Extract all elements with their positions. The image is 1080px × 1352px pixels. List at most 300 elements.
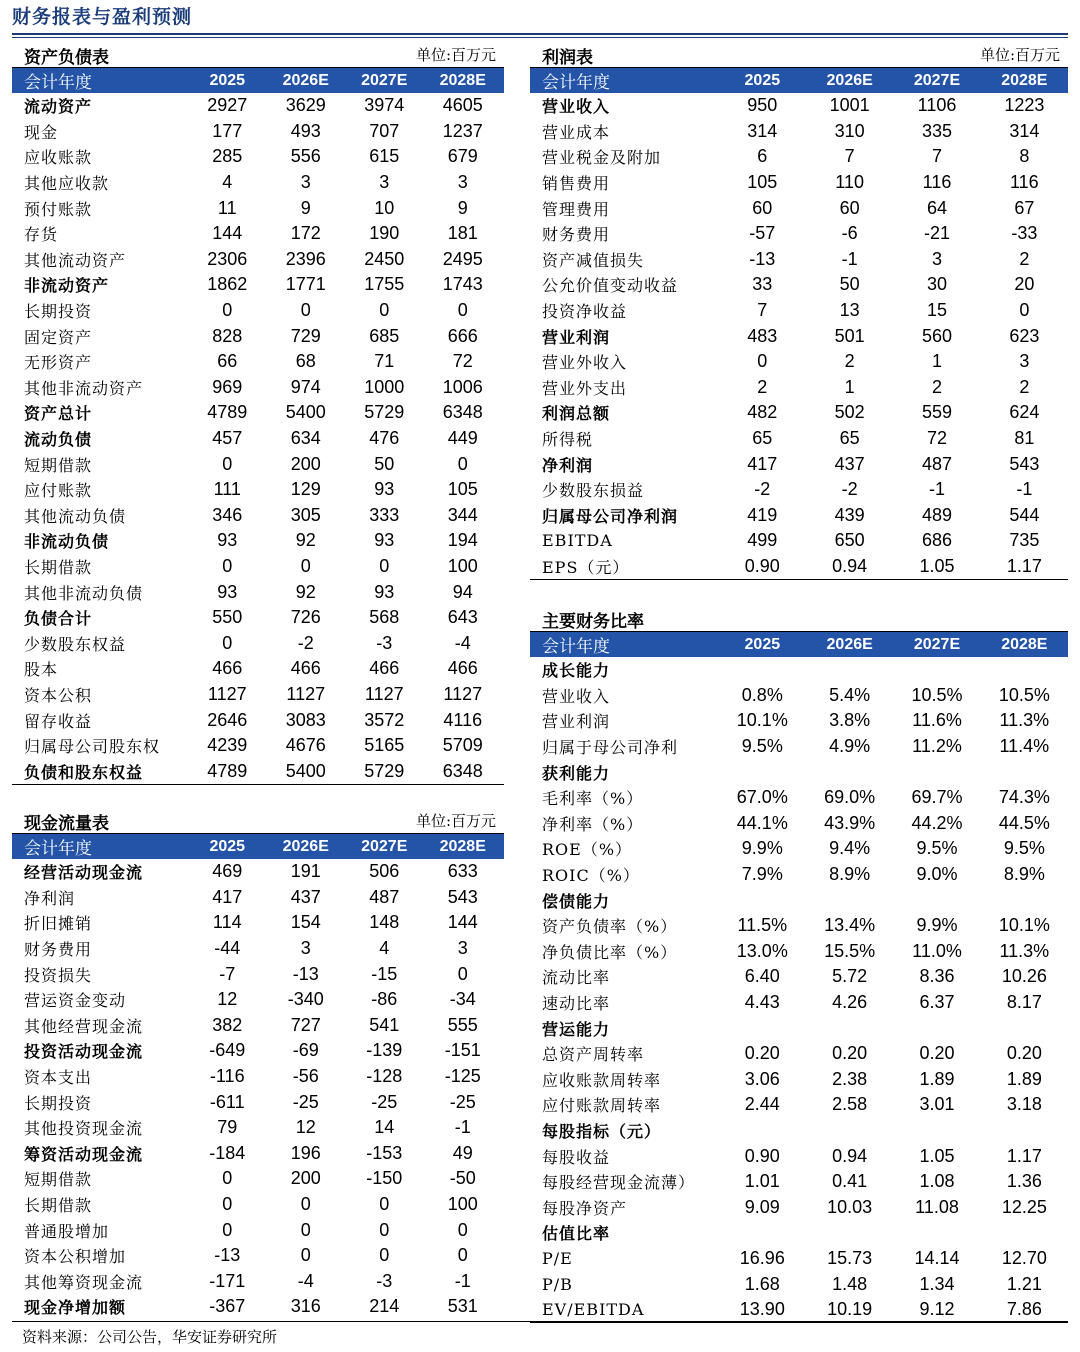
row-value: 6.37	[919, 992, 955, 1013]
row-value: 9.4%	[829, 838, 871, 859]
row-value: 14.14	[914, 1247, 960, 1268]
row-value: 437	[834, 453, 865, 474]
row-value: 0.20	[919, 1043, 955, 1064]
row-label: 资产总计	[24, 404, 93, 424]
table-row	[12, 170, 504, 196]
row-label: 资产减值损失	[542, 250, 645, 270]
row-value: 3	[457, 938, 468, 959]
row-label: P/E	[542, 1248, 573, 1268]
row-label: 股本	[24, 660, 59, 680]
row-value: 3	[457, 172, 468, 193]
row-value: 93	[374, 479, 395, 500]
row-value: 79	[217, 1117, 238, 1138]
row-value: 0.20	[832, 1043, 868, 1064]
row-label: 其他筹资现金流	[24, 1272, 144, 1292]
source-note: 资料来源：公司公告，华安证券研究所	[22, 1328, 278, 1346]
row-value: 4	[379, 938, 390, 959]
table-row	[12, 961, 504, 987]
ratio-rows	[530, 657, 1068, 1323]
row-value: -3	[376, 1270, 393, 1291]
row-value: 950	[747, 95, 778, 116]
row-value: 3	[300, 938, 311, 959]
row-value: 114	[212, 912, 242, 933]
row-value: 489	[921, 504, 953, 525]
row-value: 483	[747, 325, 778, 346]
row-label: 毛利率（%）	[542, 789, 644, 809]
row-value: 3	[300, 172, 311, 193]
row-value: 0	[300, 555, 311, 576]
row-value: 439	[834, 504, 865, 525]
row-value: 1.89	[919, 1068, 955, 1089]
row-value: 9.12	[919, 1299, 955, 1320]
table-row	[530, 1118, 1068, 1144]
row-value: 624	[1009, 402, 1040, 423]
header-year: 2025	[744, 71, 781, 89]
row-value: -86	[371, 989, 398, 1010]
row-label: 成长能力	[542, 661, 611, 681]
row-value: 1127	[443, 683, 483, 704]
row-value: 0	[222, 1219, 233, 1240]
row-value: 0	[457, 1219, 468, 1240]
row-value: 7	[931, 146, 942, 167]
table-row	[530, 1297, 1068, 1323]
table-row	[12, 554, 504, 580]
row-value: -4	[297, 1270, 314, 1291]
row-value: -13	[214, 1245, 241, 1266]
row-value: -3	[376, 632, 393, 653]
row-value: -25	[449, 1091, 476, 1112]
row-value: 5729	[364, 760, 405, 781]
row-value: 67.0%	[736, 787, 788, 808]
header-label: 会计年度	[24, 73, 92, 93]
row-label: 其他流动资产	[24, 250, 127, 270]
row-value: 43.9%	[824, 812, 876, 833]
ratio-column-header	[530, 632, 1068, 657]
row-value: 466	[212, 658, 243, 679]
row-value: 3083	[285, 709, 326, 730]
row-value: 316	[290, 1296, 321, 1317]
cash-flow-rows	[12, 859, 504, 1320]
row-value: 0	[379, 555, 390, 576]
row-value: 11.6%	[912, 710, 962, 731]
row-label: 长期借款	[24, 1196, 93, 1216]
row-label: 无形资产	[24, 353, 93, 373]
row-value: 71	[374, 351, 395, 372]
row-value: 12	[295, 1117, 316, 1138]
row-value: 0	[457, 300, 468, 321]
row-label: EV/EBITDA	[542, 1300, 645, 1320]
header-year: 2027E	[361, 837, 408, 855]
row-value: 417	[212, 886, 243, 907]
row-value: 735	[1009, 530, 1040, 551]
income-statement-head	[530, 40, 1068, 68]
row-value: 6348	[442, 402, 483, 423]
row-value: 1.01	[744, 1171, 780, 1192]
row-value: 3.18	[1006, 1094, 1042, 1115]
row-value: 111	[213, 479, 241, 500]
row-value: 1.05	[919, 555, 955, 576]
row-value: -150	[366, 1168, 403, 1189]
row-value: 194	[447, 530, 478, 551]
row-value: 1862	[207, 274, 248, 295]
table-row	[12, 885, 504, 911]
header-year: 2027E	[913, 635, 961, 653]
table-row	[530, 195, 1068, 221]
row-value: 0	[379, 1194, 390, 1215]
row-value: 144	[212, 223, 243, 244]
table-row	[530, 990, 1068, 1016]
header-year: 2025	[209, 837, 246, 855]
row-value: 7.86	[1006, 1299, 1042, 1320]
row-value: 3.8%	[829, 710, 871, 731]
row-value: 4	[222, 172, 233, 193]
row-value: 559	[921, 402, 953, 423]
row-label: 长期投资	[24, 302, 93, 322]
header-year: 2028E	[439, 837, 486, 855]
row-label: 其他经营现金流	[24, 1016, 144, 1036]
table-row	[530, 708, 1068, 734]
row-value: -2	[841, 479, 858, 500]
row-label: 营业利润	[542, 712, 611, 732]
row-value: 50	[374, 453, 395, 474]
row-value: 0	[300, 1194, 311, 1215]
row-value: -139	[366, 1040, 403, 1061]
row-value: 727	[290, 1014, 321, 1035]
table-row	[530, 375, 1068, 401]
table-row	[530, 1143, 1068, 1169]
row-value: 72	[926, 428, 948, 449]
table-row	[530, 170, 1068, 196]
row-value: 3.06	[744, 1068, 780, 1089]
row-value: 2	[1019, 248, 1030, 269]
row-value: 382	[212, 1014, 243, 1035]
row-value: 1.68	[744, 1273, 780, 1294]
row-value: 11.5%	[737, 915, 788, 936]
row-label: 折旧摊销	[24, 914, 93, 934]
row-value: 634	[290, 428, 321, 449]
row-label: 现金净增加额	[24, 1298, 127, 1318]
table-row	[12, 349, 504, 375]
row-value: 333	[369, 504, 400, 525]
row-value: 60	[752, 197, 773, 218]
row-value: 0	[222, 555, 233, 576]
row-value: 105	[747, 172, 778, 193]
row-value: 13.0%	[736, 940, 788, 961]
row-value: 0	[222, 1194, 233, 1215]
row-value: 3572	[364, 709, 405, 730]
row-label: 偿债能力	[542, 891, 611, 911]
table-row	[530, 1092, 1068, 1118]
row-label: 长期借款	[24, 557, 93, 577]
row-label: 留存收益	[24, 711, 93, 731]
table-row	[530, 734, 1068, 760]
row-label: 其他投资现金流	[24, 1119, 144, 1139]
row-value: 487	[369, 886, 400, 907]
balance-sheet-title: 资产负债表	[24, 48, 109, 68]
ratio-head	[530, 604, 1068, 632]
row-value: 679	[447, 146, 478, 167]
row-value: 49	[452, 1142, 473, 1163]
row-value: 8.9%	[829, 864, 871, 885]
header-year: 2027E	[913, 71, 961, 89]
row-value: 285	[212, 146, 243, 167]
row-value: 8.9%	[1003, 864, 1045, 885]
row-value: -1	[1016, 479, 1033, 500]
page-title: 财务报表与盈利预测	[12, 6, 193, 28]
table-row	[530, 554, 1068, 580]
row-value: 177	[212, 120, 243, 141]
row-label: 存货	[24, 225, 59, 245]
row-value: -15	[371, 963, 398, 984]
row-label: 销售费用	[542, 174, 611, 194]
row-value: -649	[209, 1040, 246, 1061]
row-value: 69.0%	[824, 787, 876, 808]
row-value: 0	[457, 453, 468, 474]
row-value: -50	[449, 1168, 476, 1189]
table-row	[12, 630, 504, 656]
row-value: 466	[290, 658, 321, 679]
row-value: 11.3%	[999, 940, 1050, 961]
row-value: 729	[290, 325, 321, 346]
row-value: 12	[217, 989, 238, 1010]
row-value: 541	[369, 1014, 400, 1035]
table-row	[530, 144, 1068, 170]
row-label: 负债合计	[24, 609, 93, 629]
title-divider	[12, 33, 1068, 35]
row-label: 营业外收入	[542, 353, 628, 373]
row-value: 10.26	[1001, 966, 1047, 987]
row-label: 总资产周转率	[542, 1045, 645, 1065]
header-label: 会计年度	[542, 637, 610, 657]
row-value: 437	[290, 886, 321, 907]
row-value: 1.17	[1006, 555, 1042, 576]
row-value: 196	[290, 1142, 321, 1163]
row-label: 少数股东权益	[24, 634, 127, 654]
table-row	[12, 987, 504, 1013]
row-value: 93	[374, 581, 395, 602]
row-value: 4.43	[744, 992, 780, 1013]
row-value: 4116	[443, 709, 483, 730]
row-label: 经营活动现金流	[24, 863, 144, 883]
row-value: 1.08	[919, 1171, 955, 1192]
table-row	[530, 1194, 1068, 1220]
table-row	[12, 1064, 504, 1090]
row-value: 15.5%	[824, 940, 876, 961]
table-row	[12, 119, 504, 145]
row-value: -44	[214, 938, 241, 959]
row-value: 3.01	[919, 1094, 955, 1115]
row-value: 4789	[207, 760, 248, 781]
header-year: 2026E	[826, 635, 873, 653]
row-value: 2.44	[744, 1094, 780, 1115]
row-value: -340	[287, 989, 324, 1010]
table-row	[12, 733, 504, 759]
row-value: 44.1%	[736, 812, 788, 833]
row-label: ROE（%）	[542, 840, 633, 860]
table-row	[12, 400, 504, 426]
row-value: 487	[921, 453, 953, 474]
row-value: -184	[209, 1142, 246, 1163]
row-label: 非流动负债	[24, 532, 110, 552]
table-row	[530, 503, 1068, 529]
row-value: 9.9%	[741, 838, 783, 859]
row-value: 1743	[442, 274, 483, 295]
row-value: 3	[379, 172, 390, 193]
row-value: 4789	[207, 402, 248, 423]
row-value: 4239	[207, 735, 248, 756]
row-label: 应收账款周转率	[542, 1070, 662, 1090]
row-value: 6	[757, 146, 768, 167]
ratio-table	[530, 604, 1068, 1323]
row-value: 9.5%	[741, 736, 783, 757]
table-row	[530, 528, 1068, 554]
row-label: 所得税	[542, 430, 594, 450]
row-value: -1	[454, 1117, 471, 1138]
row-value: 11	[217, 197, 237, 218]
table-row	[12, 936, 504, 962]
row-value: -2	[754, 479, 771, 500]
row-value: 11.4%	[999, 736, 1050, 757]
row-value: 314	[1009, 120, 1040, 141]
table-row	[12, 579, 504, 605]
cash-flow-unit: 单位:百万元	[415, 812, 496, 830]
row-value: 10.19	[827, 1299, 873, 1320]
row-value: -1	[928, 479, 945, 500]
row-value: 482	[747, 402, 778, 423]
row-value: 469	[212, 861, 243, 882]
table-row	[530, 1015, 1068, 1041]
table-row	[12, 323, 504, 349]
row-value: 0	[379, 1245, 390, 1266]
footer-divider	[12, 1321, 1068, 1322]
cash-flow-column-header	[12, 834, 504, 859]
row-value: 9.5%	[916, 838, 958, 859]
row-value: 1.34	[919, 1273, 955, 1294]
row-value: 116	[1009, 172, 1039, 193]
row-value: 81	[1014, 428, 1035, 449]
row-label: 资本支出	[24, 1068, 93, 1088]
row-value: 144	[447, 912, 478, 933]
row-value: 16.96	[739, 1247, 785, 1268]
row-value: 0.94	[832, 555, 868, 576]
row-label: 投资活动现金流	[24, 1042, 144, 1062]
balance-sheet-table	[12, 40, 504, 785]
row-value: 4.26	[832, 992, 868, 1013]
row-value: 543	[447, 886, 478, 907]
header-year: 2026E	[282, 71, 329, 89]
row-label: 其他非流动资产	[24, 378, 144, 398]
row-value: 449	[447, 428, 478, 449]
row-label: 营业利润	[542, 327, 611, 347]
row-label: 资本公积增加	[24, 1247, 127, 1267]
row-value: 2927	[207, 95, 248, 116]
row-value: 969	[212, 376, 243, 397]
row-value: 148	[369, 912, 400, 933]
row-label: 短期借款	[24, 455, 93, 475]
table-row	[12, 758, 504, 784]
row-value: 0.41	[832, 1171, 868, 1192]
row-value: 0	[222, 1168, 233, 1189]
row-value: 9	[300, 197, 311, 218]
table-row	[530, 759, 1068, 785]
row-value: -151	[444, 1040, 481, 1061]
row-value: 2.38	[832, 1068, 868, 1089]
table-row	[530, 426, 1068, 452]
row-value: 9.09	[744, 1196, 780, 1217]
row-value: 13	[839, 300, 860, 321]
row-value: 2	[844, 351, 855, 372]
row-label: 公允价值变动收益	[542, 276, 679, 296]
row-value: -13	[749, 248, 776, 269]
row-value: 568	[369, 607, 400, 628]
row-value: 181	[447, 223, 478, 244]
table-row	[12, 503, 504, 529]
row-value: 14	[374, 1117, 395, 1138]
row-value: 0	[222, 300, 233, 321]
row-label: 应付账款	[24, 481, 93, 501]
table-row	[530, 451, 1068, 477]
row-value: -33	[1011, 223, 1038, 244]
row-value: 4605	[442, 95, 483, 116]
row-value: 310	[834, 120, 865, 141]
row-value: -34	[449, 989, 476, 1010]
table-row	[530, 1220, 1068, 1246]
table-row	[530, 298, 1068, 324]
row-value: 707	[369, 120, 400, 141]
row-value: 633	[447, 861, 478, 882]
row-value: -1	[841, 248, 858, 269]
row-value: 5.72	[832, 966, 868, 987]
table-row	[12, 144, 504, 170]
row-value: 1.48	[832, 1273, 868, 1294]
row-value: 1001	[829, 95, 870, 116]
row-value: 44.5%	[998, 812, 1050, 833]
row-label: 筹资活动现金流	[24, 1144, 144, 1164]
row-value: 501	[834, 325, 865, 346]
row-value: 9.9%	[916, 915, 958, 936]
table-row	[12, 1294, 504, 1320]
row-value: 2396	[285, 248, 326, 269]
row-value: 1.89	[1006, 1068, 1042, 1089]
row-value: 615	[369, 146, 400, 167]
row-value: 1127	[207, 683, 247, 704]
row-value: 5400	[285, 402, 326, 423]
row-value: -21	[923, 223, 950, 244]
row-value: 6.40	[744, 966, 780, 987]
row-label: 归属母公司净利润	[542, 506, 679, 526]
row-value: 13.4%	[824, 915, 876, 936]
table-row	[530, 1169, 1068, 1195]
row-value: 0	[300, 1219, 311, 1240]
row-value: 11.0%	[912, 940, 962, 961]
row-value: 15	[926, 300, 948, 321]
row-label: 流动资产	[24, 97, 93, 117]
table-row	[12, 1089, 504, 1115]
row-value: 11.08	[915, 1196, 959, 1217]
row-value: 0.8%	[741, 684, 783, 705]
row-value: 623	[1009, 325, 1040, 346]
row-value: 543	[1009, 453, 1040, 474]
row-value: 1.17	[1006, 1145, 1042, 1166]
row-value: 105	[447, 479, 478, 500]
row-value: 129	[290, 479, 321, 500]
row-value: 65	[839, 428, 860, 449]
row-value: -25	[371, 1091, 398, 1112]
row-label: 其他非流动负债	[24, 583, 144, 603]
row-value: -25	[292, 1091, 319, 1112]
table-row	[12, 528, 504, 554]
row-value: 0	[457, 1245, 468, 1266]
